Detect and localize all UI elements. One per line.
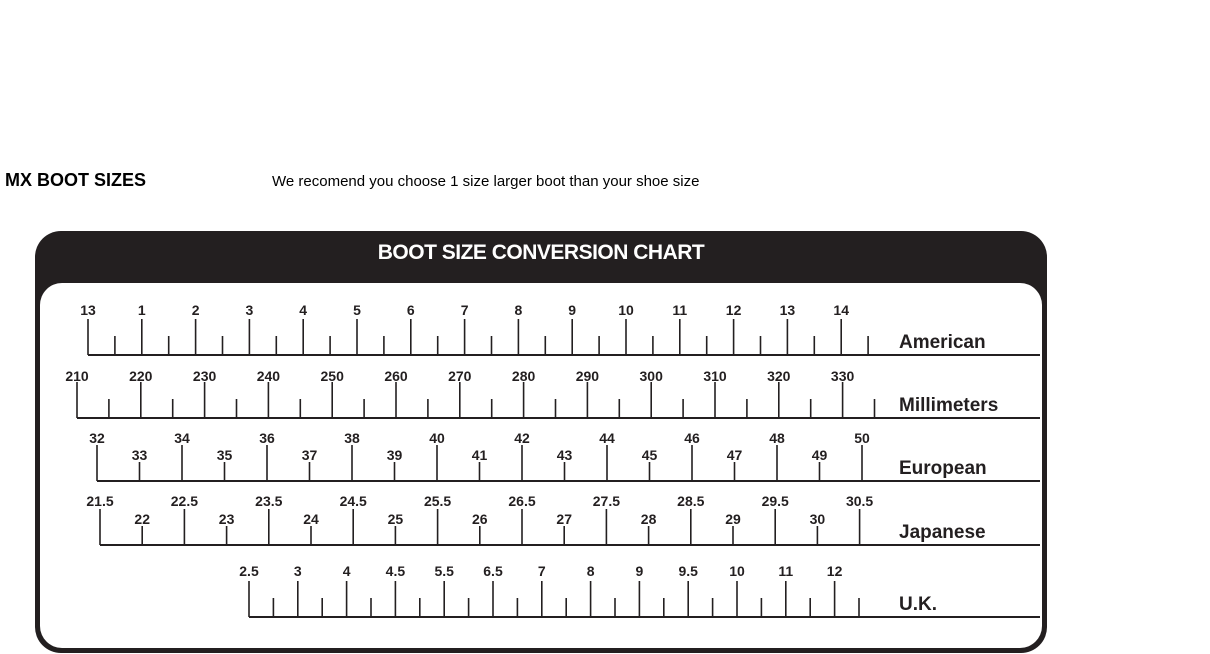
scale-european-tick-label: 42 [514,430,530,446]
scale-american-tick-label: 3 [245,302,254,318]
scale-european-tick-label: 40 [429,430,445,446]
scale-european-tick-label: 41 [471,447,488,463]
scale-japanese-tick-label: 21.5 [86,493,114,509]
scale-uk-tick-label: 9 [635,563,644,579]
scale-millimeters [65,368,1040,418]
scale-european-tick-label: 46 [684,430,700,446]
scale-japanese-tick-label: 26.5 [508,493,536,509]
scale-japanese-tick-label: 27 [556,511,572,527]
scale-european-tick-label: 34 [174,430,190,446]
scale-american-tick-label: 14 [833,302,849,318]
scale-japanese-tick-label: 30 [809,511,826,527]
scale-european-tick-label: 39 [386,447,403,463]
scale-japanese-tick-label: 25.5 [423,493,452,509]
scale-european-tick-label: 35 [216,447,233,463]
scale-japanese-tick-label: 30.5 [845,493,874,509]
scale-japanese-tick-label: 28 [640,511,657,527]
scale-american-tick-label: 6 [406,302,415,318]
scale-uk-tick-label: 11 [778,563,794,579]
scale-millimeters-tick-label: 210 [65,368,89,384]
scale-millimeters-tick-label: 250 [320,368,344,384]
scale-european [89,430,1040,481]
scale-japanese-tick-label: 24.5 [339,493,367,509]
chart-title: BOOT SIZE CONVERSION CHART [377,241,705,264]
scale-japanese-tick-label: 27.5 [592,493,621,509]
scale-millimeters-tick-label: 230 [192,368,217,384]
scale-european-tick-label: 47 [726,447,743,463]
page-title: MX BOOT SIZES [5,170,147,190]
scale-american-tick-label: 13 [80,302,96,318]
scale-european-tick-label: 44 [599,430,615,446]
scale-uk-tick-label: 12 [826,563,843,579]
scale-millimeters-tick-label: 260 [384,368,408,384]
scale-american-tick-label: 7 [460,302,469,318]
scale-millimeters-tick-label: 310 [703,368,727,384]
scale-millimeters-tick-label: 240 [256,368,281,384]
scale-european-name: European [899,458,987,479]
scale-american [80,302,1040,355]
scale-european-tick-label: 33 [131,447,148,463]
scale-american-name: American [899,332,986,353]
scale-american-tick-label: 9 [568,302,577,318]
scale-uk-tick-label: 6.5 [483,563,503,579]
scale-uk-tick-label: 4 [342,563,351,579]
scale-japanese-name: Japanese [899,522,986,543]
scale-european-tick-label: 48 [769,430,785,446]
scale-uk-name: U.K. [899,594,937,615]
scale-japanese-tick-label: 22.5 [170,493,199,509]
size-recommendation-note: We recomend you choose 1 size larger boot than your shoe size [272,173,700,190]
scale-japanese-tick-label: 25 [387,511,404,527]
scale-american-tick-label: 11 [672,302,688,318]
scale-american-tick-label: 10 [618,302,634,318]
scale-japanese-tick-label: 29.5 [761,493,789,509]
scale-european-tick-label: 37 [301,447,318,463]
scale-japanese-tick-label: 23.5 [255,493,283,509]
scale-millimeters-tick-label: 330 [830,368,855,384]
scale-european-tick-label: 38 [344,430,360,446]
scale-american-tick-label: 8 [514,302,523,318]
scale-european-tick-label: 45 [641,447,658,463]
scale-american-tick-label: 1 [137,302,146,318]
scale-millimeters-name: Millimeters [899,395,999,416]
scale-millimeters-tick-label: 300 [639,368,663,384]
scale-uk [239,563,1040,617]
scale-millimeters-tick-label: 280 [511,368,536,384]
scale-uk-tick-label: 8 [586,563,595,579]
scale-uk-tick-label: 2.5 [239,563,259,579]
scale-japanese-tick-label: 22 [134,511,150,527]
scale-european-tick-label: 36 [259,430,275,446]
scale-uk-tick-label: 4.5 [385,563,406,579]
scale-american-tick-label: 5 [353,302,361,318]
scale-european-tick-label: 43 [556,447,573,463]
scale-japanese [86,493,1040,545]
scale-millimeters-tick-label: 220 [129,368,153,384]
scale-uk-tick-label: 10 [729,563,745,579]
scale-uk-tick-label: 9.5 [678,563,698,579]
scale-european-tick-label: 32 [89,430,105,446]
scale-japanese-tick-label: 23 [218,511,235,527]
scale-japanese-tick-label: 24 [303,511,319,527]
scale-american-tick-label: 13 [779,302,796,318]
scale-japanese-tick-label: 28.5 [677,493,705,509]
scale-millimeters-tick-label: 270 [448,368,472,384]
scale-american-tick-label: 2 [191,302,200,318]
scale-american-tick-label: 12 [725,302,742,318]
scale-american-tick-label: 4 [299,302,308,318]
scale-japanese-tick-label: 26 [472,511,488,527]
scale-uk-tick-label: 7 [537,563,546,579]
scale-european-tick-label: 49 [811,447,828,463]
scale-uk-tick-label: 5.5 [434,563,454,579]
scale-japanese-tick-label: 29 [725,511,741,527]
scale-millimeters-tick-label: 320 [767,368,791,384]
scale-millimeters-tick-label: 290 [575,368,600,384]
scale-uk-tick-label: 3 [293,563,302,579]
scale-european-tick-label: 50 [854,430,870,446]
